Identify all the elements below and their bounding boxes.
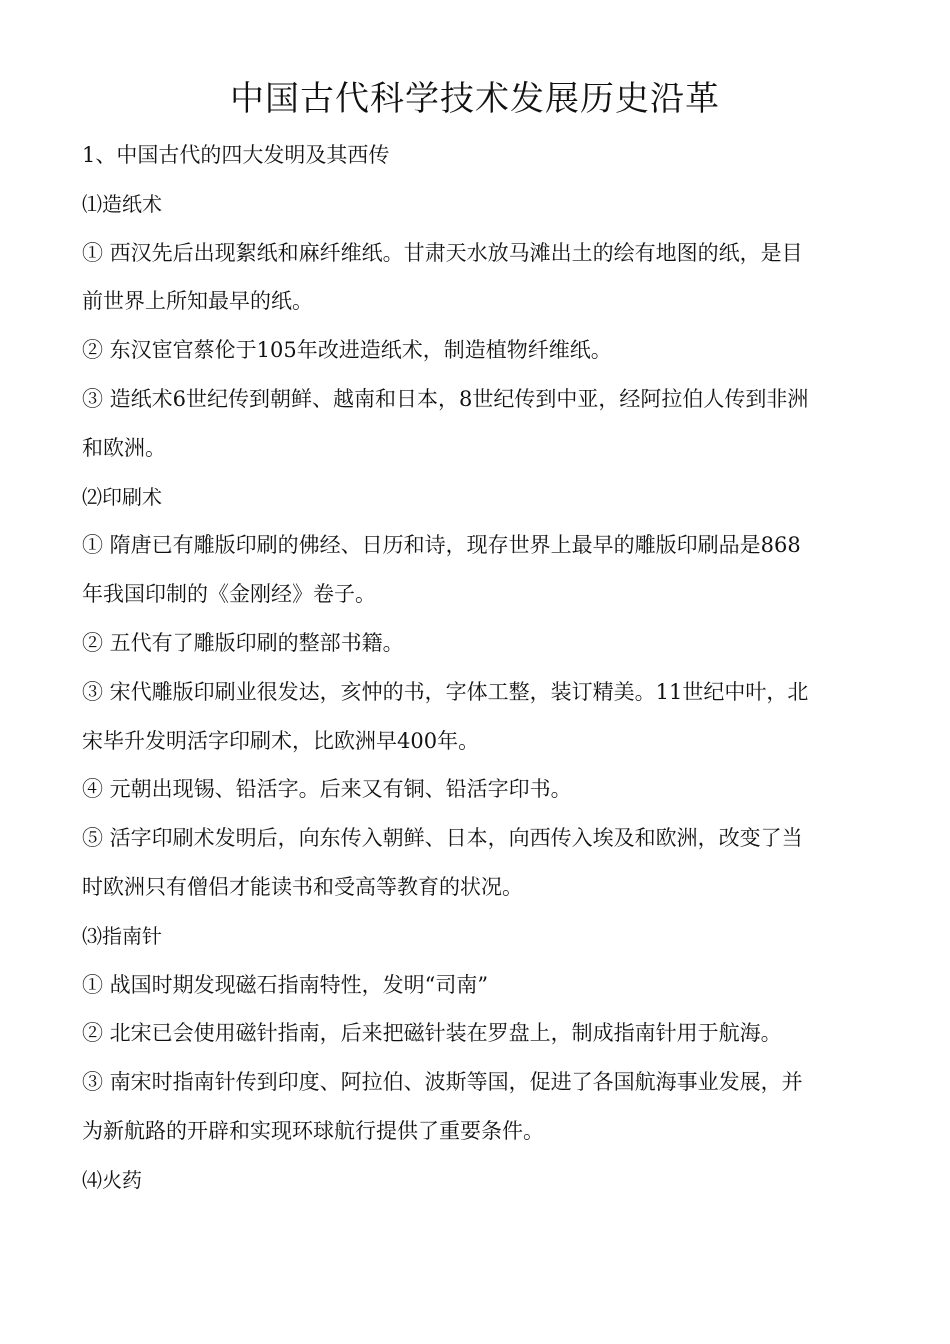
paragraph-line: ③ 造纸术6世纪传到朝鲜、越南和日本，8世纪传到中亚，经阿拉伯人传到非洲	[82, 386, 809, 411]
subsection-heading-compass: ⑶指南针	[82, 923, 162, 948]
document-body	[82, 131, 872, 1205]
paragraph-line: ① 隋唐已有雕版印刷的佛经、日历和诗，现存世界上最早的雕版印刷品是868	[82, 533, 801, 558]
paragraph-line: ③ 南宋时指南针传到印度、阿拉伯、波斯等国，促进了各国航海事业发展，并	[82, 1070, 803, 1095]
paragraph-line: 年我国印制的《金刚经》卷子。	[82, 582, 376, 607]
paragraph-line: ② 五代有了雕版印刷的整部书籍。	[82, 630, 404, 655]
subsection-heading-gunpowder: ⑷火药	[82, 1167, 142, 1192]
paragraph-line: 和欧洲。	[82, 435, 166, 460]
paragraph-line: ① 西汉先后出现絮纸和麻纤维纸。甘肃天水放马滩出土的绘有地图的纸，是目	[82, 240, 803, 265]
paragraph-line: 前世界上所知最早的纸。	[82, 289, 313, 314]
paragraph-line: 为新航路的开辟和实现环球航行提供了重要条件。	[82, 1118, 544, 1143]
subsection-heading-printing: ⑵印刷术	[82, 484, 162, 509]
paragraph-line: ② 北宋已会使用磁针指南，后来把磁针装在罗盘上，制成指南针用于航海。	[82, 1021, 782, 1046]
paragraph-line: ① 战国时期发现磁石指南特性，发明“司南”	[82, 972, 489, 997]
paragraph-line: ② 东汉宦官蔡伦于105年改进造纸术，制造植物纤维纸。	[82, 338, 612, 363]
paragraph-line: 宋毕升发明活字印刷术，比欧洲早400年。	[82, 728, 480, 753]
paragraph-line: ③ 宋代雕版印刷业很发达，亥忡的书，字体工整，装订精美。11世纪中叶，北	[82, 679, 809, 704]
paragraph-line: ⑤ 活字印刷术发明后，向东传入朝鲜、日本，向西传入埃及和欧洲，改变了当	[82, 826, 803, 851]
paragraph-line: ④ 元朝出现锡、铅活字。后来又有铜、铅活字印书。	[82, 777, 572, 802]
subsection-heading-papermaking: ⑴造纸术	[82, 191, 162, 216]
section-heading: 1、中国古代的四大发明及其西传	[82, 143, 390, 167]
paragraph-line: 时欧洲只有僧侣才能读书和受高等教育的状况。	[82, 874, 523, 899]
document-title: 中国古代科学技术发展历史沿革	[230, 79, 720, 119]
